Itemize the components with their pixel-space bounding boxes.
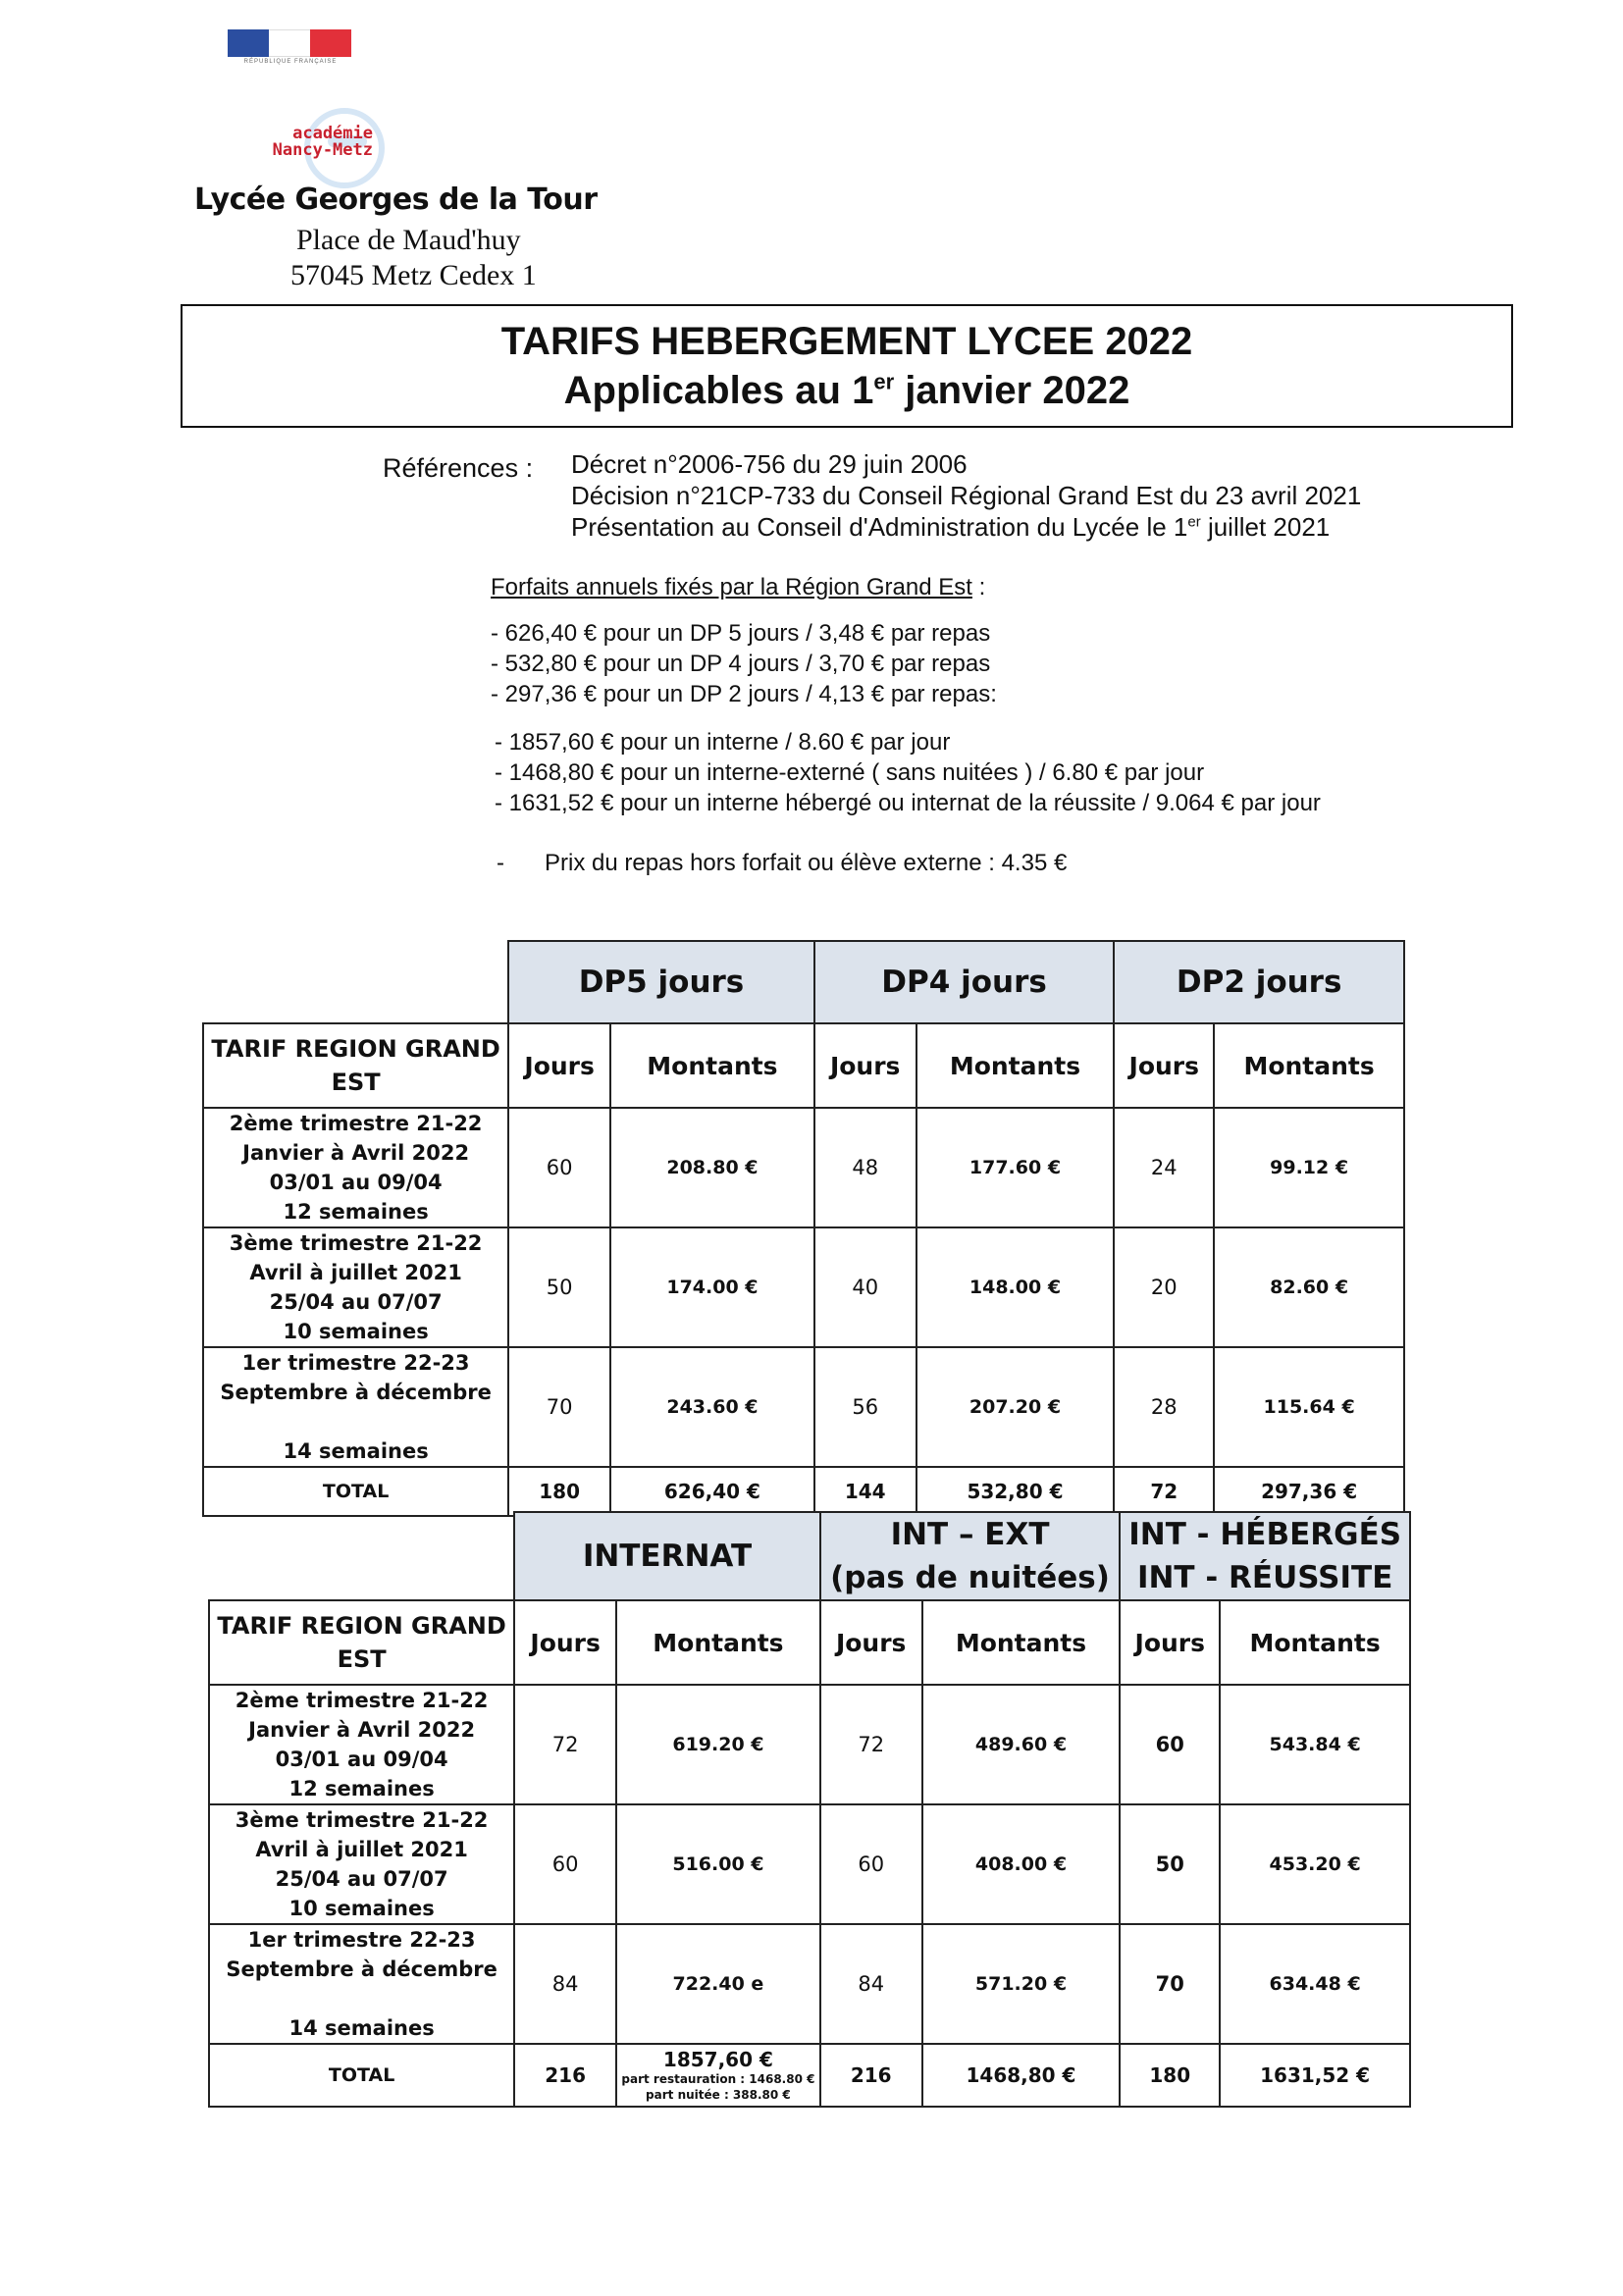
col-jours: Jours xyxy=(1120,1600,1220,1685)
forfait-item: - 1631,52 € pour un interne hébergé ou internat de la réussite / 9.064 € par jour xyxy=(495,790,1321,816)
total-montant-internat: 1857,60 € part restauration : 1468.80 € part nuitée : 388.80 € xyxy=(616,2044,820,2107)
total-montant: 1468,80 € xyxy=(922,2044,1121,2107)
period-label: 2ème trimestre 21-22 Janvier à Avril 2022 03/01 au 09/04 12 semaines xyxy=(203,1108,508,1227)
row-header-title: TARIF REGION GRAND EST xyxy=(203,1023,508,1108)
montant-cell: 571.20 € xyxy=(922,1924,1121,2044)
forfait-item: - 532,80 € pour un DP 4 jours / 3,70 € par repas xyxy=(491,651,991,677)
jours-cell: 50 xyxy=(508,1227,610,1347)
jours-cell: 50 xyxy=(1120,1804,1220,1924)
forfait-item: - 297,36 € pour un DP 2 jours / 4,13 € par repas: xyxy=(491,681,997,707)
table-internat xyxy=(208,1511,1411,2108)
col-jours: Jours xyxy=(814,1023,916,1108)
total-jours: 216 xyxy=(820,2044,922,2107)
total-montant: 297,36 € xyxy=(1214,1467,1404,1516)
group-header-internat: INTERNAT xyxy=(514,1512,820,1600)
col-jours: Jours xyxy=(1114,1023,1214,1108)
total-montant: 532,80 € xyxy=(916,1467,1115,1516)
references-label: Références : xyxy=(383,453,534,483)
jours-cell: 70 xyxy=(1120,1924,1220,2044)
col-montants: Montants xyxy=(916,1023,1115,1108)
forfait-item: - 626,40 € pour un DP 5 jours / 3,48 € par repas xyxy=(491,620,991,647)
title-box xyxy=(181,304,1513,428)
montant-cell: 115.64 € xyxy=(1214,1347,1404,1467)
jours-cell: 28 xyxy=(1114,1347,1214,1467)
period-label: 3ème trimestre 21-22 Avril à juillet 2021 25/04 au 07/07 10 semaines xyxy=(203,1227,508,1347)
montant-cell: 453.20 € xyxy=(1220,1804,1410,1924)
montant-cell: 174.00 € xyxy=(610,1227,814,1347)
title-line2: Applicables au 1er janvier 2022 xyxy=(563,369,1130,412)
col-montants: Montants xyxy=(616,1600,820,1685)
montant-cell: 408.00 € xyxy=(922,1804,1121,1924)
total-jours: 72 xyxy=(1114,1467,1214,1516)
address-line1: Place de Maud'huy xyxy=(296,224,521,256)
table-row xyxy=(209,1685,1410,1804)
montant-cell: 207.20 € xyxy=(916,1347,1115,1467)
jours-cell: 60 xyxy=(820,1804,922,1924)
jours-cell: 60 xyxy=(1120,1685,1220,1804)
montant-cell: 208.80 € xyxy=(610,1108,814,1227)
total-jours: 144 xyxy=(814,1467,916,1516)
period-label: 1er trimestre 22-23 Septembre à décembre 14 semaines xyxy=(203,1347,508,1467)
col-jours: Jours xyxy=(820,1600,922,1685)
jours-cell: 60 xyxy=(508,1108,610,1227)
group-header-dp2: DP2 jours xyxy=(1114,941,1404,1023)
group-header-int-ext: INT – EXT (pas de nuitées) xyxy=(820,1512,1121,1600)
table-row xyxy=(209,1804,1410,1924)
col-jours: Jours xyxy=(514,1600,616,1685)
address-line2: 57045 Metz Cedex 1 xyxy=(290,259,537,291)
total-label: TOTAL xyxy=(203,1467,508,1516)
col-montants: Montants xyxy=(610,1023,814,1108)
period-label: 2ème trimestre 21-22 Janvier à Avril 2022 03/01 au 09/04 12 semaines xyxy=(209,1685,514,1804)
montant-cell: 516.00 € xyxy=(616,1804,820,1924)
row-header-title: TARIF REGION GRAND EST xyxy=(209,1600,514,1685)
total-row xyxy=(209,2044,1410,2107)
montant-cell: 243.60 € xyxy=(610,1347,814,1467)
total-jours: 216 xyxy=(514,2044,616,2107)
montant-cell: 619.20 € xyxy=(616,1685,820,1804)
jours-cell: 84 xyxy=(514,1924,616,2044)
total-jours: 180 xyxy=(508,1467,610,1516)
part-restauration: part restauration : 1468.80 € xyxy=(621,2072,815,2086)
jours-cell: 48 xyxy=(814,1108,916,1227)
total-montant: 626,40 € xyxy=(610,1467,814,1516)
reference-line2: Décision n°21CP-733 du Conseil Régional Grand Est du 23 avril 2021 xyxy=(571,481,1362,510)
table-dp xyxy=(202,940,1405,1517)
part-nuitee: part nuitée : 388.80 € xyxy=(646,2088,791,2102)
period-label: 3ème trimestre 21-22 Avril à juillet 2021 25/04 au 07/07 10 semaines xyxy=(209,1804,514,1924)
academie-line1: académie xyxy=(292,124,373,143)
title-line1: TARIFS HEBERGEMENT LYCEE 2022 xyxy=(500,320,1193,363)
forfaits-title: Forfaits annuels fixés par la Région Grand Est : xyxy=(491,574,986,600)
school-name: Lycée Georges de la Tour xyxy=(194,183,598,217)
jours-cell: 84 xyxy=(820,1924,922,2044)
jours-cell: 72 xyxy=(820,1685,922,1804)
table-row xyxy=(203,1108,1404,1227)
forfait-item: - 1857,60 € pour un interne / 8.60 € par jour xyxy=(495,729,951,756)
col-montants: Montants xyxy=(1214,1023,1404,1108)
jours-cell: 24 xyxy=(1114,1108,1214,1227)
montant-cell: 543.84 € xyxy=(1220,1685,1410,1804)
flag-caption: RÉPUBLIQUE FRANÇAISE xyxy=(243,59,338,65)
group-header-int-heberges: INT - HÉBERGÉS INT - RÉUSSITE xyxy=(1120,1512,1410,1600)
montant-cell: 82.60 € xyxy=(1214,1227,1404,1347)
reference-line3: Présentation au Conseil d'Administration du Lycée le 1er juillet 2021 xyxy=(571,512,1331,542)
group-header-dp5: DP5 jours xyxy=(508,941,814,1023)
table-row xyxy=(209,1924,1410,2044)
montant-cell: 148.00 € xyxy=(916,1227,1115,1347)
montant-cell: 722.40 e xyxy=(616,1924,820,2044)
academie-line2: Nancy-Metz xyxy=(272,140,373,160)
montant-cell: 177.60 € xyxy=(916,1108,1115,1227)
jours-cell: 70 xyxy=(508,1347,610,1467)
total-jours: 180 xyxy=(1120,2044,1220,2107)
jours-cell: 56 xyxy=(814,1347,916,1467)
col-montants: Montants xyxy=(1220,1600,1410,1685)
forfait-extra: Prix du repas hors forfait ou élève externe : 4.35 € xyxy=(545,850,1068,876)
table-row xyxy=(203,1347,1404,1467)
forfait-item: - 1468,80 € pour un interne-externé ( sans nuitées ) / 6.80 € par jour xyxy=(495,759,1205,786)
jours-cell: 72 xyxy=(514,1685,616,1804)
table-row xyxy=(203,1227,1404,1347)
republique-francaise-flag-logo xyxy=(228,29,351,57)
total-row xyxy=(203,1467,1404,1516)
montant-cell: 634.48 € xyxy=(1220,1924,1410,2044)
montant-cell: 489.60 € xyxy=(922,1685,1121,1804)
group-header-dp4: DP4 jours xyxy=(814,941,1115,1023)
jours-cell: 60 xyxy=(514,1804,616,1924)
montant-cell: 99.12 € xyxy=(1214,1108,1404,1227)
jours-cell: 40 xyxy=(814,1227,916,1347)
total-montant: 1631,52 € xyxy=(1220,2044,1410,2107)
col-montants: Montants xyxy=(922,1600,1121,1685)
jours-cell: 20 xyxy=(1114,1227,1214,1347)
reference-line1: Décret n°2006-756 du 29 juin 2006 xyxy=(571,449,968,479)
forfait-extra-dash: - xyxy=(497,850,504,876)
total-label: TOTAL xyxy=(209,2044,514,2107)
period-label: 1er trimestre 22-23 Septembre à décembre 14 semaines xyxy=(209,1924,514,2044)
col-jours: Jours xyxy=(508,1023,610,1108)
